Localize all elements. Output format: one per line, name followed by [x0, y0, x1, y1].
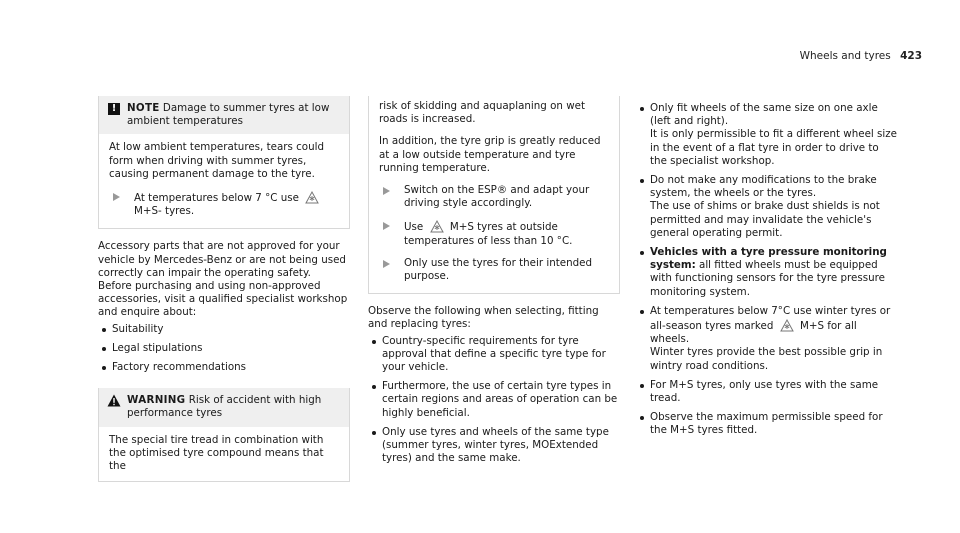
exclamation-icon: !: [108, 103, 120, 115]
note-step: At temperatures below 7 °C use M+S- tyres.: [109, 190, 339, 218]
warning-box-body: [99, 427, 349, 482]
enquire-list: [98, 323, 350, 375]
selection-list: [368, 335, 620, 466]
list-item: Legal stipulations: [98, 342, 350, 355]
purchase-text: Before purchasing and using non-approved accessories, visit a qualified specialist workshop and enquire about:: [98, 280, 348, 319]
list-item: For M+S tyres, only use tyres with the same tread.: [636, 379, 898, 405]
list-item: Observe the maximum permissible speed for the M+S tyres fitted.: [636, 411, 898, 437]
selection-intro: Observe the following when selecting, fitting and replacing tyres:: [368, 305, 599, 331]
list-item: Vehicles with a tyre pressure monitoring system: all fitted wheels must be equipped with functioning sensors for the tyre pressure monitoring system.: [636, 246, 898, 299]
list-item: Suitability: [98, 323, 350, 336]
warning-body: The special tire tread in combination with the optimised tyre compound means that the: [109, 433, 324, 473]
warning-step: Switch on the ESP® and adapt your driving style accordingly.: [379, 184, 609, 210]
step-arrow-icon: [383, 187, 390, 195]
warning-title: Risk of accident with high performance tyres: [127, 394, 322, 420]
warning-box: [98, 388, 350, 482]
list-item: Do not make any modifications to the brake system, the wheels or the tyres. The use of shims or brake dust shields is not permitted and may invalidate the vehicle's general operating permit.: [636, 174, 898, 240]
note-title: Damage to summer tyres at low ambient temperatures: [127, 102, 330, 128]
snowflake-mountain-icon: [305, 190, 319, 204]
note-box: [98, 96, 350, 229]
note-label: NOTE: [127, 102, 160, 114]
page-header: [800, 50, 922, 63]
step-arrow-icon: [383, 222, 390, 230]
list-item: At temperatures below 7°C use winter tyres or all-season tyres marked M+S for all wheels. Winter tyres provide the best possible grip in wintry road conditions.: [636, 305, 898, 373]
accessory-paragraph: [98, 240, 350, 374]
list-item: Only use tyres and wheels of the same type (summer tyres, winter tyres, MOExtended tyres) and the same make.: [368, 426, 620, 466]
list-item: Furthermore, the use of certain tyre types in certain regions and areas of operation can be highly beneficial.: [368, 380, 620, 420]
note-box-header: [99, 96, 349, 134]
page-number: 423: [900, 50, 922, 62]
step-arrow-icon: [383, 260, 390, 268]
selection-paragraph: [368, 305, 620, 465]
list-item: Factory recommendations: [98, 361, 350, 374]
snowflake-mountain-icon: [430, 219, 444, 233]
section-title: Wheels and tyres: [799, 50, 891, 62]
note-box-body: [99, 134, 349, 228]
wheel-rules-list: [636, 102, 898, 438]
warning-cont-text: risk of skidding and aquaplaning on wet roads is increased.: [379, 100, 585, 126]
warning-box-header: [99, 388, 349, 426]
snowflake-mountain-icon: [780, 318, 794, 332]
warning-cont-text: In addition, the tyre grip is greatly reduced at a low outside temperature and tyre running temperature.: [379, 135, 601, 174]
column-1: [98, 96, 350, 482]
list-item: Country-specific requirements for tyre approval that define a specific tyre type for your vehicle.: [368, 335, 620, 375]
column-2: [368, 96, 620, 471]
accessory-text: Accessory parts that are not approved for your vehicle by Mercedes-Benz or are not being used correctly can impair the operating safety.: [98, 240, 346, 279]
warning-triangle-icon: [107, 394, 121, 407]
column-3: [636, 96, 898, 444]
warning-step: Use M+S tyres at outside temperatures of less than 10 °C.: [379, 219, 609, 247]
warning-continuation: [368, 96, 620, 294]
warning-step: Only use the tyres for their intended purpose.: [379, 257, 609, 283]
step-arrow-icon: [113, 193, 120, 201]
note-body: At low ambient temperatures, tears could form when driving with summer tyres, causing permanent damage to the tyre.: [109, 141, 325, 180]
list-item: Only fit wheels of the same size on one axle (left and right). It is only permissible to fit a different wheel size in the event of a flat tyre in order to drive to the specialist workshop.: [636, 102, 898, 168]
warning-label: WARNING: [127, 394, 186, 407]
